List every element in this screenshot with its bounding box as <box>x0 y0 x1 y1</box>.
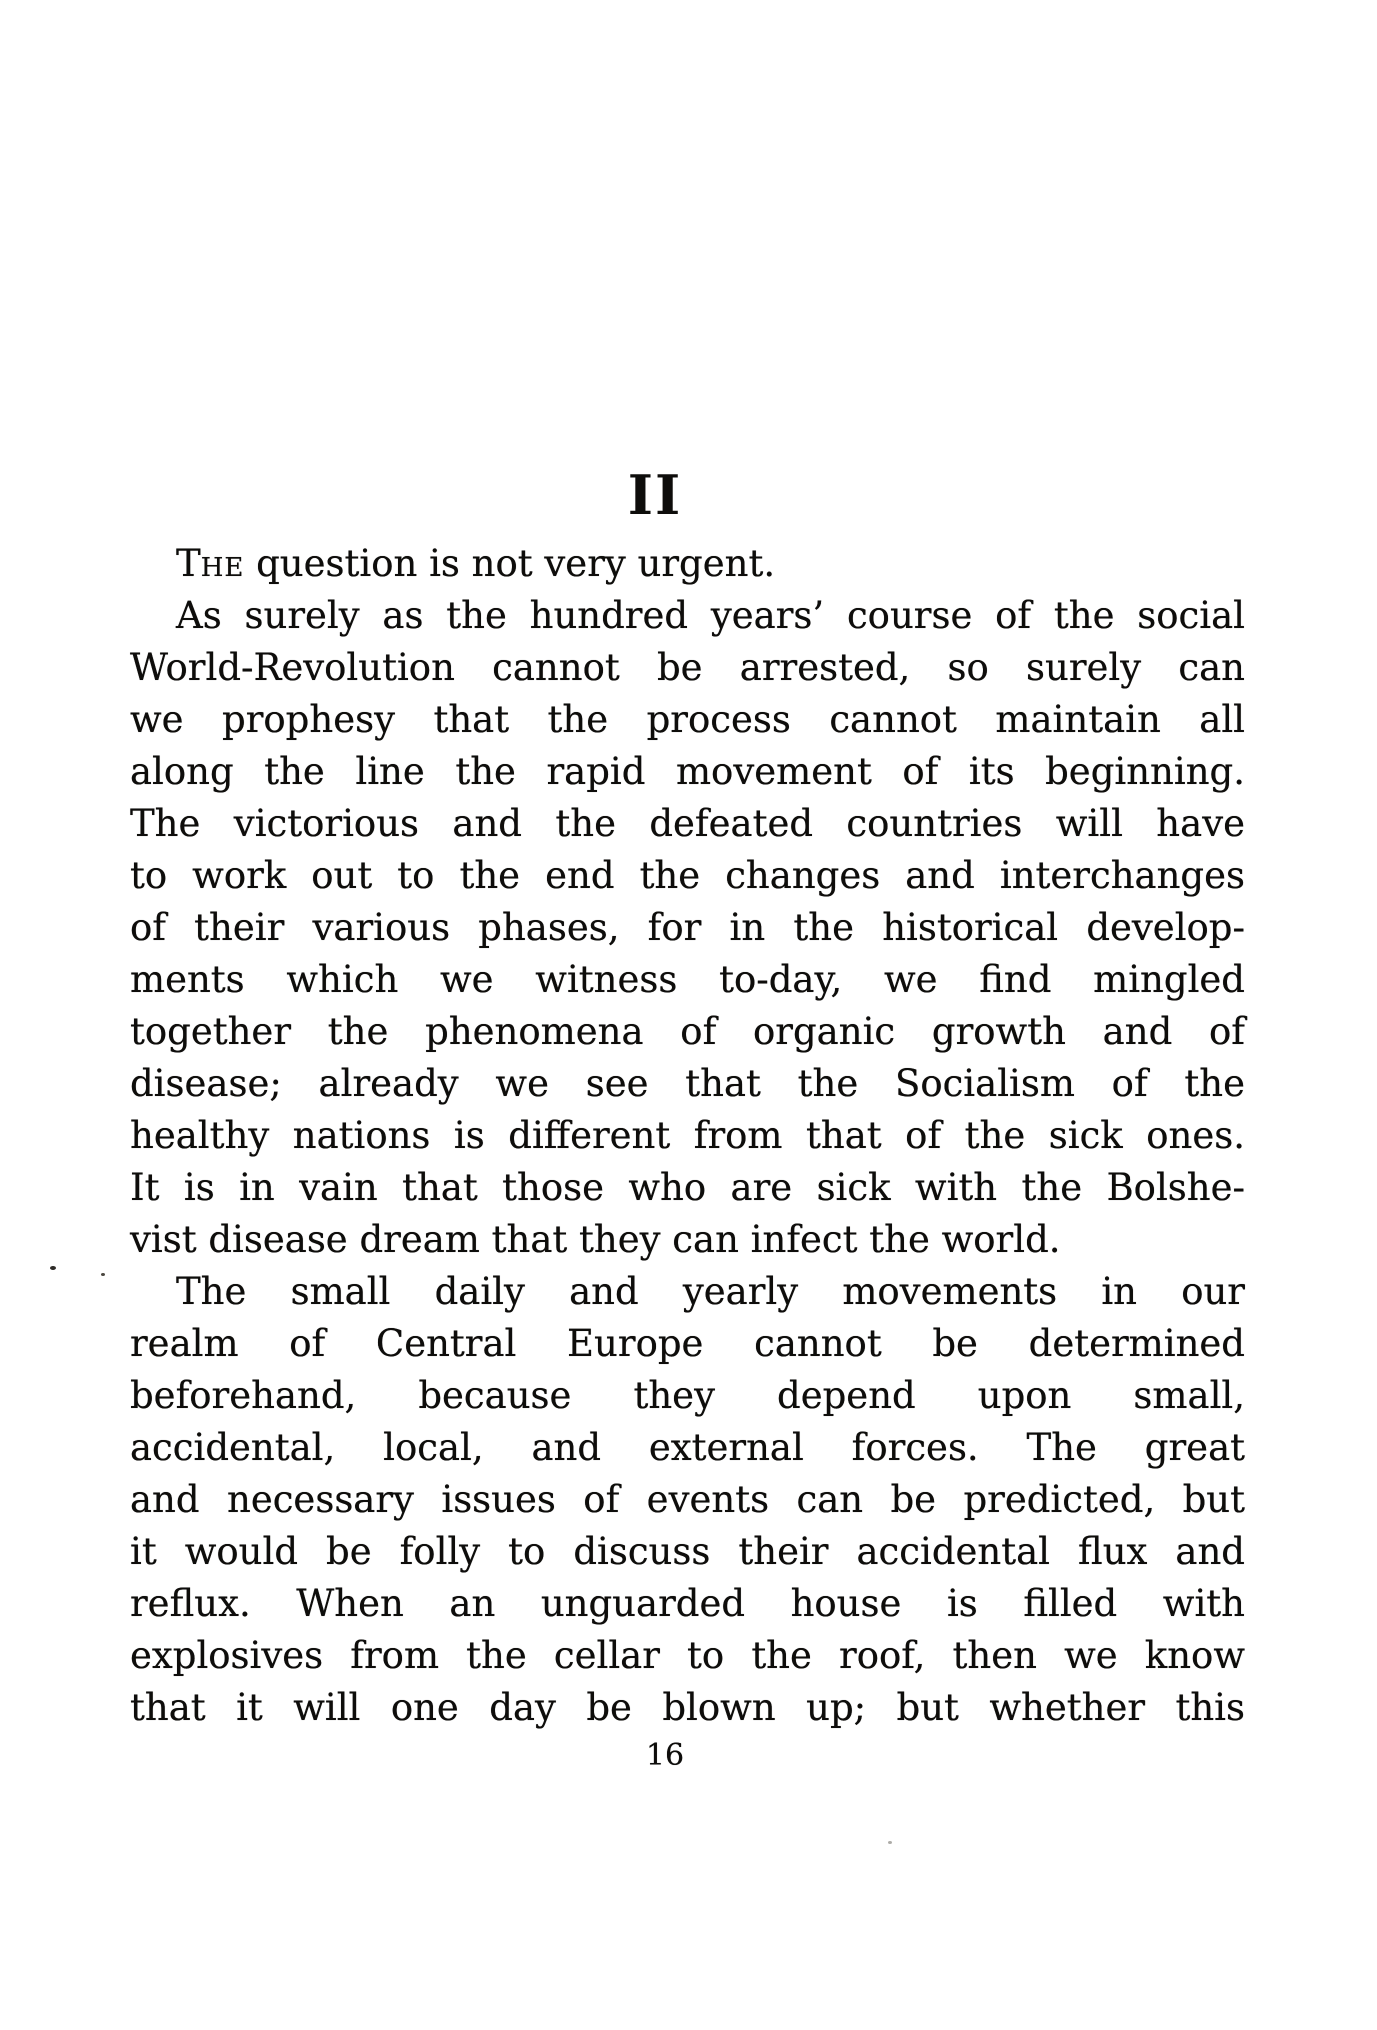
text-line: World-Revolution cannot be arrested, so surely can <box>130 646 1245 689</box>
scan-speck <box>101 1273 105 1276</box>
text-line: we prophesy that the process cannot maintain all <box>130 698 1245 741</box>
scan-speck <box>888 1841 892 1844</box>
small-caps-lead: he <box>200 542 245 585</box>
text-line: The question is not very urgent. <box>176 542 776 585</box>
text-line: The victorious and the defeated countries will have <box>130 802 1245 845</box>
chapter-heading: II <box>627 463 683 527</box>
text-line: The small daily and yearly movements in our <box>176 1270 1245 1313</box>
text-line: realm of Central Europe cannot be determined <box>130 1322 1245 1365</box>
text-line: along the line the rapid movement of its beginning. <box>130 750 1245 793</box>
text-line: of their various phases, for in the historical develop- <box>130 906 1245 949</box>
scan-speck <box>50 1266 56 1270</box>
text-line: healthy nations is different from that of the sick ones. <box>130 1114 1245 1157</box>
text-line: it would be folly to discuss their accidental flux and <box>130 1530 1245 1573</box>
page-number: 16 <box>645 1738 685 1773</box>
text-line: As surely as the hundred years’ course of the social <box>176 594 1245 637</box>
text-line: accidental, local, and external forces. The great <box>130 1426 1245 1469</box>
text-line: disease; already we see that the Socialism of the <box>130 1062 1245 1105</box>
text-line: It is in vain that those who are sick with the Bolshe- <box>130 1166 1245 1209</box>
text-line: that it will one day be blown up; but whether this <box>130 1686 1245 1729</box>
text-line: beforehand, because they depend upon small, <box>130 1374 1245 1417</box>
page-text <box>130 538 1245 1734</box>
text-line: vist disease dream that they can infect the world. <box>130 1218 1061 1261</box>
text-line: reflux. When an unguarded house is filled with <box>130 1582 1245 1625</box>
text-line: and necessary issues of events can be predicted, but <box>130 1478 1245 1521</box>
text-line: to work out to the end the changes and interchanges <box>130 854 1245 897</box>
text-line: together the phenomena of organic growth and of <box>130 1010 1245 1053</box>
text-line: ments which we witness to-day, we find mingled <box>130 958 1245 1001</box>
text-line: explosives from the cellar to the roof, then we know <box>130 1634 1245 1677</box>
